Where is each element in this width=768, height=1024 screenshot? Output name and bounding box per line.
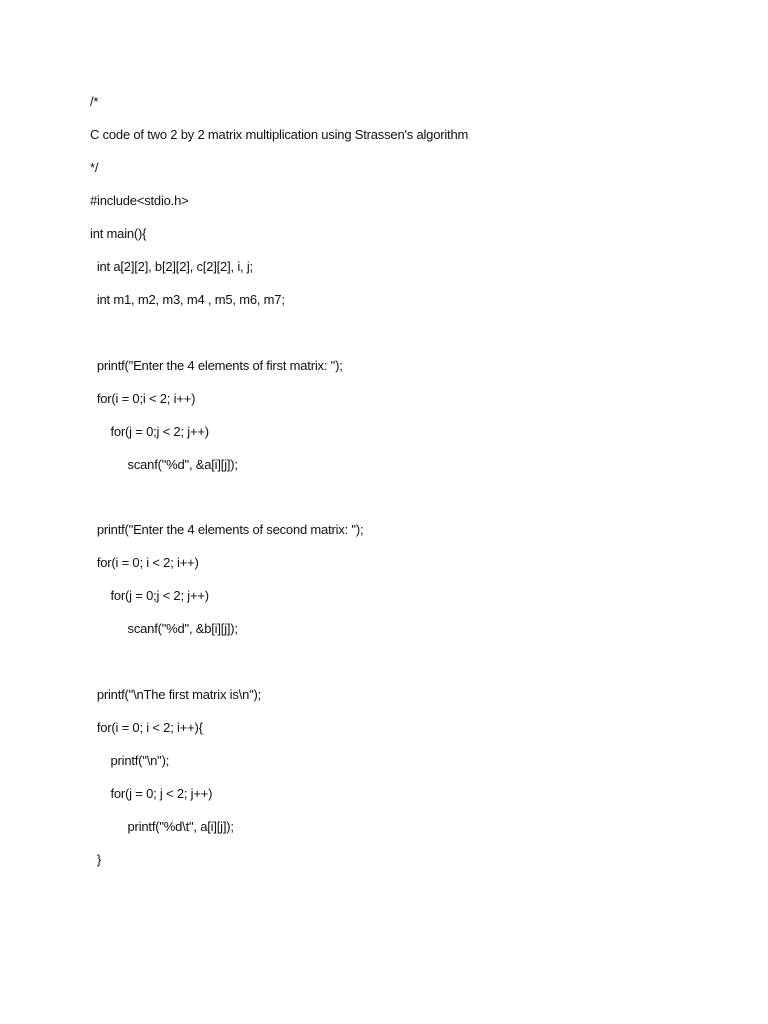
code-line: for(j = 0;j < 2; j++) [90,588,209,603]
code-line: scanf("%d", &b[i][j]); [90,621,238,636]
code-line: int m1, m2, m3, m4 , m5, m6, m7; [90,292,285,307]
code-line: int main(){ [90,226,147,241]
code-line: scanf("%d", &a[i][j]); [90,457,238,472]
code-line: printf("Enter the 4 elements of first matrix: "); [90,358,343,373]
code-line: printf("Enter the 4 elements of second matrix: "); [90,522,364,537]
code-line: for(i = 0; i < 2; i++){ [90,720,203,735]
code-line: for(j = 0;j < 2; j++) [90,424,209,439]
code-line: #include<stdio.h> [90,193,189,208]
code-line: printf("\n"); [90,753,170,768]
code-line: */ [90,160,99,175]
code-line: printf("%d\t", a[i][j]); [90,819,234,834]
code-line: for(j = 0; j < 2; j++) [90,786,213,801]
code-line: C code of two 2 by 2 matrix multiplication using Strassen's algorithm [90,127,469,142]
code-line: int a[2][2], b[2][2], c[2][2], i, j; [90,259,253,274]
code-line: for(i = 0;i < 2; i++) [90,391,196,406]
code-line: } [90,852,101,867]
code-line: /* [90,94,99,109]
code-line: printf("\nThe first matrix is\n"); [90,687,262,702]
code-line: for(i = 0; i < 2; i++) [90,555,199,570]
